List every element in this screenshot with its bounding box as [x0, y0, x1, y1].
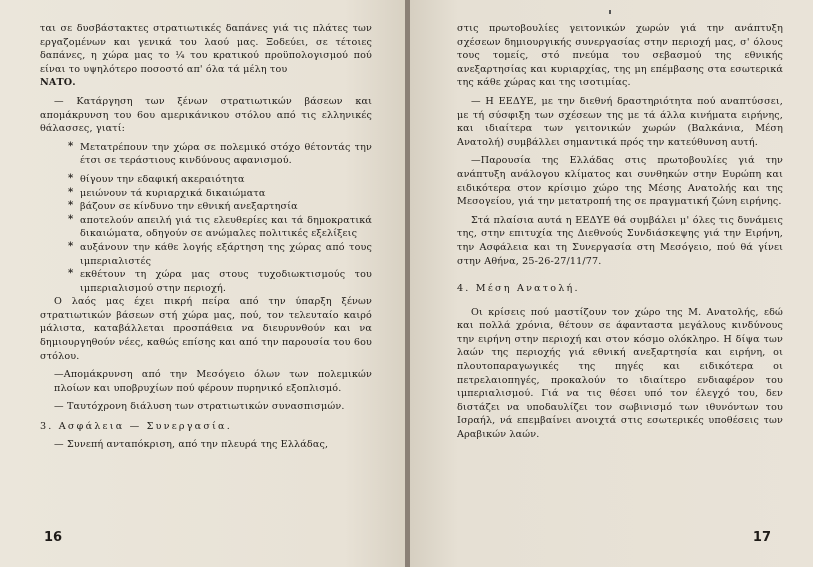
left-para-3: Ο λαός μας έχει πικρή πείρα από την ύπαρξη ξένων στρατιωτικών βάσεων στή χώρα μας, πού, τον τελευταίο καιρό μάλιστα, καταβάλλεται προσπάθεια να διευρυνθούν και να δημιουργηθούν νέες, καθώς επίσης και από την παρουσία του 6ου στόλου.: [40, 296, 372, 362]
left-para-4: —Απομάκρυνση από την Μεσόγειο όλων των πολεμικών πλοίων και υποβρυχίων πού φέρουν πυρηνικό εξοπλισμό.: [54, 369, 372, 394]
asterisk-icon: *: [68, 268, 74, 280]
asterisk-icon: *: [68, 140, 74, 152]
right-para-1: στις πρωτοβουλίες γειτονικών χωρών γιά την ανάπτυξη σχέσεων δημιουργικής συνεργασίας στην περιοχή μας, σ' όλους τους τομείς, στό πνεύμα του σεβασμού της εθνικής ανεξαρτησίας και κυριαρχίας, της μη επέμβασης στα εσωτερικά της κάθε χώρας και της ισοτιμίας.: [457, 23, 783, 89]
list-item: * εκθέτουν τη χώρα μας στους τυχοδιωκτισμούς του ιμπεριαλισμού στην περιοχή.: [68, 268, 372, 294]
list-item: * αυξάνουν την κάθε λογής εξάρτηση της χώρας από τους ιμπεριαλιστές: [68, 240, 372, 267]
right-para-3: —Παρουσία της Ελλάδας στις πρωτοβουλίες γιά την ανάπτυξη ανάλογου κλίματος και συνθηκών στην Ευρώπη και ειδικότερα στον κρίσιμο χώρο της Μέσης Ανατολής και της Μεσογείου, γιά την μετατροπή της σε πραγματική ζώνη ειρήνης.: [457, 155, 783, 208]
section-heading-4: 4. Μέση Ανατολή.: [457, 283, 580, 295]
asterisk-icon: *: [68, 200, 74, 212]
ink-speck: [609, 10, 611, 14]
list-item: * αποτελούν απειλή γιά τις ελευθερίες και τά δημοκρατικά δικαιώματα, οδηγούν σε ανώμαλες πολιτικές εξελίξεις: [68, 213, 372, 240]
bullet-list: [40, 141, 372, 296]
list-item: * Μετατρέπουν την χώρα σε πολεμικό στόχο θέτοντάς την έτσι σε τεράστιους κινδύνους αφανισμού.: [68, 140, 372, 167]
section-heading-3: 3. Ασφάλεια — Συνεργασία.: [40, 421, 232, 433]
left-para-2: — Κατάργηση των ξένων στρατιωτικών βάσεων και απομάκρυνση του 6ου αμερικάνικου στόλου από τις ελληνικές θάλασσες, γιατί:: [40, 95, 372, 135]
list-item: * θίγουν την εδαφική ακεραιότητα: [68, 172, 245, 185]
left-para-5: — Ταυτόχρονη διάλυση των στρατιωτικών συνασπισμών.: [54, 401, 345, 413]
asterisk-icon: *: [68, 213, 74, 225]
left-nato: ΝΑΤΟ.: [40, 77, 76, 89]
list-item: * μειώνουν τά κυριαρχικά δικαιώματα: [68, 186, 266, 199]
page-number-left: 16: [44, 530, 63, 545]
right-text-column: [457, 22, 783, 442]
right-para-5: Οι κρίσεις πού μαστίζουν τον χώρο της Μ. Ανατολής, εδώ και πολλά χρόνια, θέτουν σε άφανταστα μεγάλους κινδύνους την ειρήνη στην περιοχή και στον κόσμο ολόκληρο. Η δίψα των λαών της περιοχής γιά εθνική ανεξαρτησία και ειρήνη, οι πλουτοπαραγωγικές της πηγές και ειδικότερα οι πετρελαιοπηγές, προκαλούν το ιδιαίτερο ενδιαφέρον του ιμπεριαλισμού. Γιά να τις θέσει υπό τον έλεγχό του, δεν διστάζει να υποδαυλίζει τον σωβινισμό των ιθυνόντων του Ισραήλ, νά επεμβαίνει ανοιχτά στις εσωτερικές υποθέσεις των Αραβικών λαών.: [457, 306, 783, 441]
left-para-1: ται σε δυσβάστακτες στρατιωτικές δαπάνες γιά τις πλάτες των εργαζομένων και γενικά του λαού μας. Ξοδεύει, σε τέτοιες δαπάνες, η χώρα μας το ¼ του κρατικού προϋπολογισμού πού είναι το υψηλότερο ποσοστό απ' όλα τά μέλη του: [40, 23, 372, 75]
left-page: [0, 0, 405, 567]
asterisk-icon: *: [68, 186, 74, 198]
asterisk-icon: *: [68, 240, 74, 252]
right-para-4: Στά πλαίσια αυτά η ΕΕΔΥΕ θά συμβάλει μ' όλες τις δυνάμεις της, στην επιτυχία της Διεθνούς Συνδιάσκεψης γιά την Ειρήνη, την Ασφάλεια και τη Συνεργασία στη Μεσόγειο, πού θά γίνει στην Αθήνα, 25-26-27/11/77.: [457, 214, 783, 267]
left-text-column: [40, 22, 372, 451]
left-para-6: — Συνεπή ανταπόκριση, από την πλευρά της Ελλάδας,: [54, 438, 329, 450]
page-number-right: 17: [752, 530, 771, 545]
right-para-2: — Η ΕΕΔΥΕ, με την διεθνή δραστηριότητα πού αναπτύσσει, με τή σύσφιξη των σχέσεων της με τά άλλα κινήματα ειρήνης, και ιδιαίτερα των γειτονικών χωρών (Βαλκάνια, Μέση Ανατολή) συμβάλλει σημαντικά πρός την κατεύθυνση αυτή.: [457, 95, 783, 148]
right-page: [410, 0, 813, 567]
asterisk-icon: *: [68, 172, 74, 184]
list-item: * βάζουν σε κίνδυνο την εθνική ανεξαρτησία: [68, 200, 298, 213]
